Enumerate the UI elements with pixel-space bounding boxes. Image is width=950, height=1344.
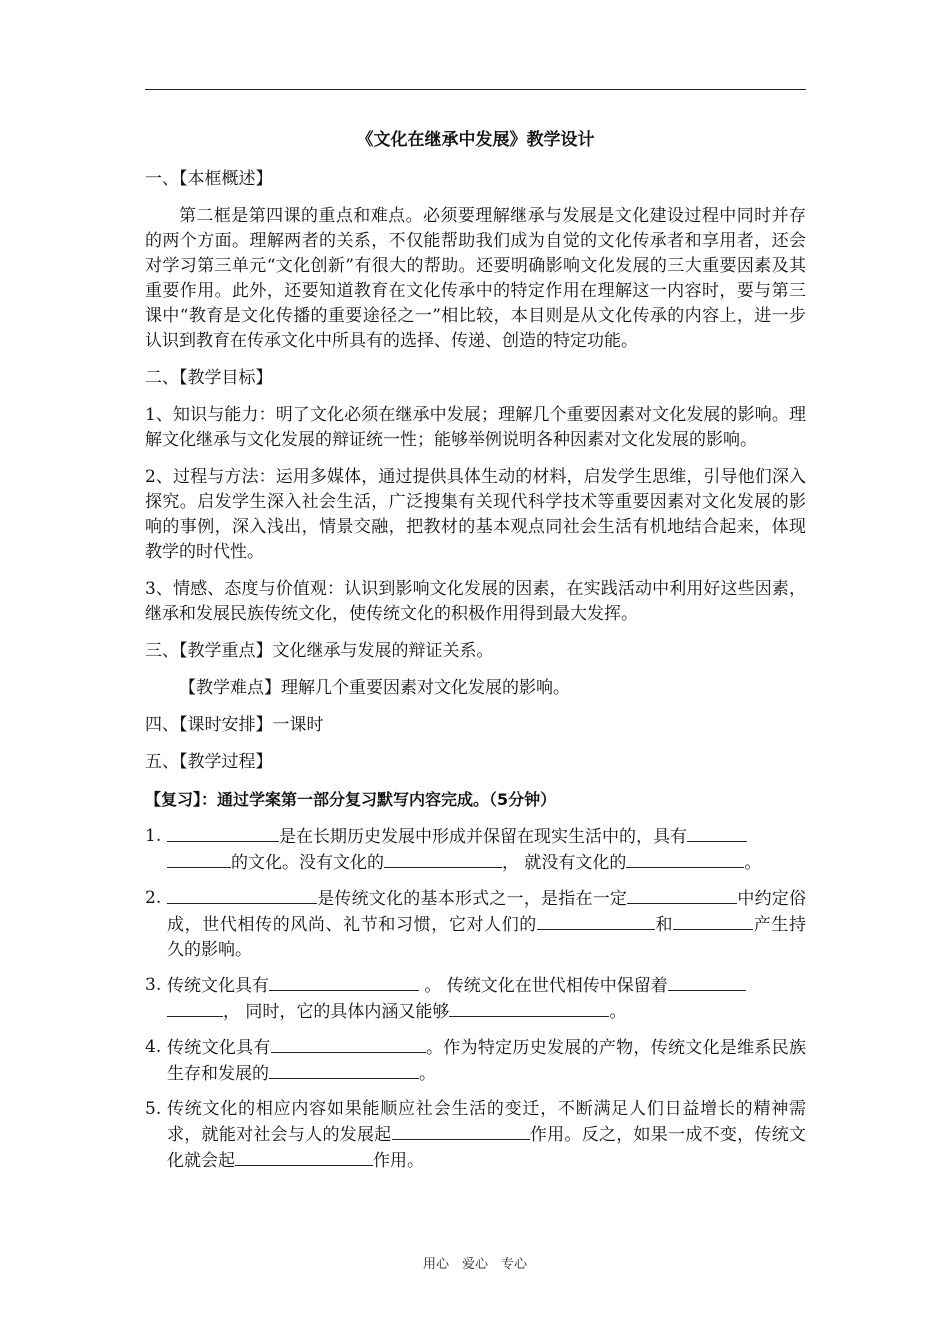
question-number: 4. [145, 1037, 162, 1057]
question-text: 传统文化的相应内容如果能顺应社会生活的变迁，不断满足人们日益增长的精神需求，就能对社会与人的发展起 [167, 1099, 806, 1145]
review-question [145, 973, 806, 1025]
question-text: 是在长期历史发展中形成并保留在现实生活中的，具有 [279, 827, 687, 847]
fill-blank[interactable] [537, 912, 655, 930]
question-number: 1. [145, 826, 162, 846]
question-text: ， 同时，它的具体内涵又能够 [223, 1002, 450, 1022]
fill-blank[interactable] [269, 973, 419, 991]
question-text: 的文化。没有文化的 [231, 853, 384, 873]
header-rule [145, 89, 806, 90]
question-body [167, 973, 806, 1025]
page-footer: 用心 爱心 专心 [422, 1257, 527, 1272]
section-heading-overview: 一、【本框概述】 [145, 169, 273, 189]
fill-blank[interactable] [167, 824, 279, 842]
fill-blank[interactable] [167, 850, 231, 868]
document-title: 《文化在继承中发展》教学设计 [356, 130, 595, 150]
question-body [167, 1097, 806, 1174]
question-number: 2. [145, 888, 162, 908]
question-number: 5. [145, 1099, 162, 1119]
question-text: 。 [609, 1002, 627, 1022]
fill-blank[interactable] [235, 1148, 373, 1166]
question-text: 中约定俗成，世代相传的风尚、礼节和习惯，它对人们的 [167, 889, 807, 935]
question-text: 。作为特定历史发展的产物，传统文化是维系民族生存和发展的 [167, 1038, 807, 1084]
fill-blank[interactable] [687, 824, 747, 842]
review-line: 【复习】：通过学案第一部分复习默写内容完成。（5分钟） [145, 790, 557, 809]
question-text: 。 [419, 1064, 436, 1084]
question-body [167, 824, 806, 876]
review-question [145, 1035, 806, 1087]
goal-process: 2、过程与方法：运用多媒体，通过提供具体生动的材料，启发学生思维，引导他们深入探究。启发学生深入社会生活，广泛搜集有关现代科学技术等重要因素对文化发展的影响的事例，深入浅出，情景交融，把教材的基本观点同社会生活有机地结合起来，体现教学的时代性。 [145, 467, 806, 562]
question-text: 传统文化具有 [167, 1038, 271, 1058]
review-question [145, 886, 806, 963]
review-question [145, 824, 806, 876]
question-text: 传统文化具有 [167, 976, 269, 996]
goal-knowledge: 1、知识与能力：明了文化必须在继承中发展；理解几个重要因素对文化发展的影响。理解文化继承与文化发展的辩证统一性；能够举例说明各种因素对文化发展的影响。 [145, 405, 806, 450]
section-heading-process: 五、【教学过程】 [145, 752, 273, 772]
question-body [167, 886, 806, 963]
fill-blank[interactable] [167, 886, 317, 904]
overview-paragraph: 第二框是第四课的重点和难点。必须要理解继承与发展是文化建设过程中同时并存的两个方面。理解两者的关系，不仅能帮助我们成为自觉的文化传承者和享用者，还会对学习第三单元“文化创新”有很大的帮助。还要明确影响文化发展的三大重要因素及其重要作用。此外，还要知道教育在文化传承中的特定作用在理解这一内容时，要与第三课中“教育是文化传播的重要途径之一”相比较，本目则是从文化传承的内容上，进一步认识到教育在传承文化中所具有的选择、传递、创造的特定功能。 [145, 206, 806, 351]
fill-blank[interactable] [392, 1122, 530, 1140]
fill-blank[interactable] [627, 886, 737, 904]
fill-blank[interactable] [673, 912, 753, 930]
question-text: 产生持久的影响。 [167, 915, 807, 960]
question-number: 3. [145, 975, 162, 995]
question-text: 和 [654, 915, 674, 935]
question-text: ， 就没有文化的 [502, 853, 627, 873]
fill-blank[interactable] [626, 850, 744, 868]
fill-blank[interactable] [167, 999, 223, 1017]
fill-blank[interactable] [449, 999, 609, 1017]
question-text: 。 传统文化在世代相传中保留着 [419, 976, 668, 996]
question-text: 。 [744, 853, 762, 873]
fill-blank[interactable] [384, 850, 502, 868]
fill-blank[interactable] [668, 973, 746, 991]
question-text: 作用。反之，如果一成不变，传统文化就会起 [167, 1125, 807, 1171]
fill-blank[interactable] [269, 1061, 419, 1079]
goal-attitude: 3、情感、态度与价值观：认识到影响文化发展的因素，在实践活动中利用好这些因素，继承和发展民族传统文化，使传统文化的积极作用得到最大发挥。 [145, 579, 806, 624]
key-point-line: 三、【教学重点】文化继承与发展的辩证关系。 [145, 641, 494, 661]
question-text: 作用。 [373, 1151, 424, 1171]
question-body [167, 1035, 806, 1087]
fill-blank[interactable] [271, 1035, 426, 1053]
section-heading-goals: 二、【教学目标】 [145, 368, 273, 388]
document-page [145, 120, 806, 1184]
difficult-point-line: 【教学难点】理解几个重要因素对文化发展的影响。 [179, 678, 570, 698]
question-text: 是传统文化的基本形式之一，是指在一定 [317, 889, 628, 909]
review-question [145, 1097, 806, 1174]
schedule-line: 四、【课时安排】一课时 [145, 715, 324, 735]
